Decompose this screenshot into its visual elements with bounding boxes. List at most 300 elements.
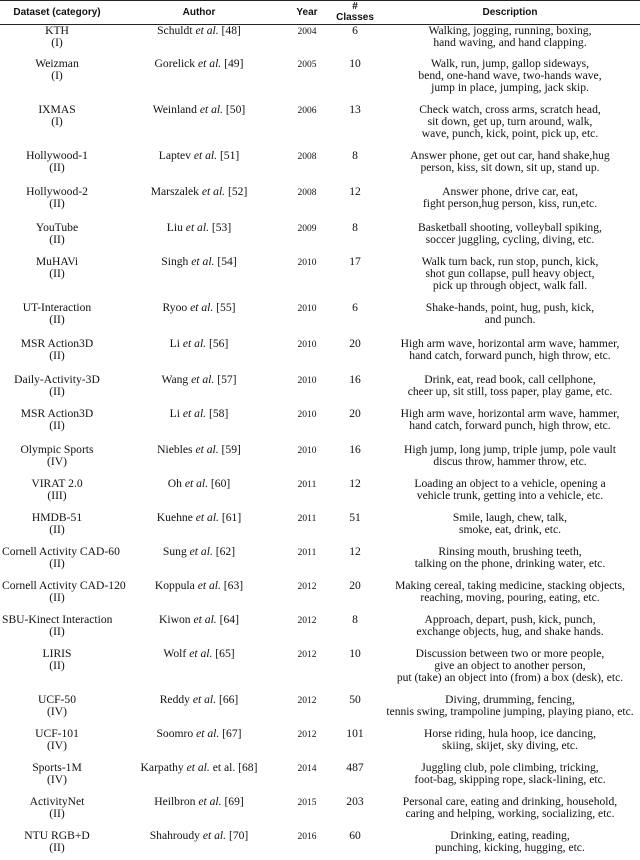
year-cell: 2010 (297, 409, 317, 420)
author-ref: [49] (224, 56, 244, 70)
description-line: Basketball shooting, volleyball spiking, (418, 220, 602, 234)
author-cell (114, 256, 284, 302)
table-row (0, 150, 640, 186)
author-cell (114, 830, 284, 860)
author-cell (114, 546, 284, 580)
dataset-cell (0, 374, 114, 408)
dataset-name: UCF-50 (37, 692, 76, 706)
description-line: wave, punch, kick, point, pick up, etc. (421, 126, 599, 140)
description-cell (380, 648, 640, 694)
dataset-cell (0, 302, 114, 338)
dataset-category: (II) (49, 806, 65, 820)
author-cell (114, 150, 284, 186)
author-name: Gorelick (154, 56, 196, 70)
author-name: Schuldt (157, 24, 193, 37)
description-line: Rinsing mouth, brushing teeth, (438, 544, 582, 558)
header-dataset: Dataset (category) (0, 1, 114, 25)
description-line: give an object to another person, (434, 658, 586, 672)
description-line: bend, one-hand wave, two-hands wave, (418, 68, 602, 82)
description-cell (380, 150, 640, 186)
et-al: et al. (189, 646, 213, 660)
dataset-category: (IV) (47, 704, 67, 718)
dataset-name: KTH (45, 24, 69, 37)
et-al: et al. (182, 336, 207, 350)
description-line: Diving, drumming, fencing, (445, 692, 575, 706)
classes-cell: 12 (349, 184, 361, 198)
author-name: Soomro (156, 726, 194, 740)
table-row (0, 104, 640, 150)
description-line: Smile, laugh, chew, talk, (452, 510, 568, 524)
author-name: Li (169, 406, 180, 420)
et-al: et al. (196, 726, 220, 740)
dataset-category: (II) (49, 232, 65, 246)
dataset-name: MuHAVi (35, 254, 79, 268)
dataset-category: (I) (51, 36, 63, 49)
author-name: Laptev (158, 148, 191, 162)
author-cell (114, 614, 284, 648)
author-cell (114, 408, 284, 444)
description-line: soccer juggling, cycling, diving, etc. (425, 232, 595, 246)
et-al: et al. (189, 544, 213, 558)
classes-cell: 16 (349, 372, 361, 386)
year-cell: 2008 (297, 187, 317, 198)
author-ref: [60] (210, 476, 231, 490)
description-line: exchange objects, hug, and shake hands. (416, 624, 604, 638)
et-al: et al. (190, 300, 214, 314)
table-row (0, 302, 640, 338)
description-line: Drink, eat, read book, call cellphone, (424, 372, 596, 386)
table-row (0, 512, 640, 546)
year-cell: 2010 (297, 339, 317, 350)
classes-cell: 20 (349, 336, 361, 350)
et-al: et al. (201, 184, 226, 198)
author-ref: [52] (227, 184, 248, 198)
dataset-category: (II) (49, 348, 65, 362)
et-al: et al. (186, 760, 210, 774)
description-cell (380, 830, 640, 860)
dataset-name: LIRIS (42, 646, 72, 660)
author-name: Kiwon (159, 612, 191, 626)
author-ref: [63] (223, 578, 244, 592)
dataset-name: IXMAS (38, 102, 76, 116)
year-cell: 2005 (297, 59, 317, 70)
author-ref: [70] (228, 828, 249, 842)
description-line: Making cereal, taking medicine, stacking objects, (395, 578, 625, 592)
description-cell (380, 186, 640, 222)
year-cell: 2011 (297, 479, 317, 490)
dataset-cell (0, 512, 114, 546)
description-cell (380, 694, 640, 728)
year-cell: 2006 (297, 105, 317, 116)
dataset-category: (II) (49, 384, 65, 398)
author-name: Heilbron (154, 794, 196, 808)
author-name: Singh (161, 254, 189, 268)
author-name: Weinland (152, 102, 197, 116)
dataset-name: Weizman (35, 56, 79, 70)
description-line: pick up through object, walk fall. (432, 278, 588, 292)
dataset-name: NTU RGB+D (24, 828, 90, 842)
year-cell: 2016 (297, 831, 317, 842)
description-cell (380, 444, 640, 478)
author-name: Koppula (154, 578, 195, 592)
classes-cell: 12 (349, 476, 361, 490)
dataset-category: (II) (49, 312, 65, 326)
author-ref: [56] (208, 336, 229, 350)
classes-cell: 60 (349, 828, 361, 842)
dataset-name: Cornell Activity CAD-60 (2, 544, 120, 558)
description-cell (380, 580, 640, 614)
year-cell: 2009 (297, 223, 317, 234)
dataset-name: Daily-Activity-3D (14, 372, 100, 386)
dataset-category: (II) (49, 658, 65, 672)
description-line: Walk turn back, run stop, punch, kick, (421, 254, 599, 268)
dataset-category: (IV) (47, 454, 67, 468)
et-al: et al. (202, 828, 227, 842)
year-cell: 2015 (297, 797, 317, 808)
dataset-category: (II) (49, 556, 65, 570)
dataset-cell (0, 762, 114, 796)
author-cell (114, 25, 284, 58)
year-cell: 2010 (297, 303, 317, 314)
description-line: Personal care, eating and drinking, household, (402, 794, 618, 808)
author-name: Ryoo (162, 300, 188, 314)
classes-cell: 6 (352, 300, 358, 314)
et-al: et al. (199, 102, 223, 116)
description-line: Walk, run, jump, gallop sideways, (430, 56, 590, 70)
description-line: foot-bag, skipping rope, slack-lining, etc. (414, 772, 606, 786)
author-ref: [59] (221, 442, 241, 456)
header-row (0, 1, 640, 25)
dataset-cell (0, 25, 114, 58)
description-line: cheer up, sit still, toss paper, play game, etc. (407, 384, 613, 398)
description-cell (380, 104, 640, 150)
year-cell: 2014 (297, 763, 317, 774)
description-cell (380, 478, 640, 512)
table-row (0, 58, 640, 104)
dataset-category: (II) (49, 624, 65, 638)
author-cell (114, 58, 284, 104)
author-ref: [61] (221, 510, 242, 524)
dataset-name: Olympic Sports (20, 442, 94, 456)
author-cell (114, 104, 284, 150)
description-line: hand waving, and hand clapping. (433, 36, 587, 49)
classes-cell: 487 (346, 760, 364, 774)
table-row (0, 444, 640, 478)
year-cell: 2012 (297, 695, 317, 706)
author-name: Oh (167, 476, 182, 490)
description-line: reaching, moving, pouring, eating, etc. (420, 590, 600, 604)
dataset-category: (II) (49, 266, 65, 280)
dataset-name: MSR Action3D (20, 336, 94, 350)
author-ref: [69] (224, 794, 244, 808)
author-ref: [54] (217, 254, 237, 268)
dataset-name: HMDB-51 (31, 510, 83, 524)
description-line: sit down, get up, turn around, walk, (427, 114, 593, 128)
dataset-cell (0, 830, 114, 860)
table-row (0, 694, 640, 728)
description-line: shot gun collapse, pull heavy object, (425, 266, 595, 280)
description-cell (380, 408, 640, 444)
dataset-name: UT-Interaction (22, 300, 92, 314)
dataset-name: YouTube (35, 220, 79, 234)
table-row (0, 728, 640, 762)
dataset-category: (II) (49, 590, 65, 604)
author-cell (114, 374, 284, 408)
author-cell (114, 580, 284, 614)
year-cell: 2012 (297, 615, 317, 626)
et-al: et al. (195, 442, 219, 456)
author-name: Li (169, 336, 180, 350)
description-line: tennis swing, trampoline jumping, playing piano, etc. (386, 704, 634, 718)
author-name: Reddy (159, 692, 190, 706)
et-al: et al. (195, 24, 219, 37)
table-row (0, 614, 640, 648)
author-ref: [65] (215, 646, 235, 660)
dataset-name: SBU-Kinect Interaction (2, 612, 113, 626)
author-cell (114, 762, 284, 796)
author-name: Karpathy (140, 760, 184, 774)
dataset-category: (I) (51, 68, 63, 82)
dataset-cell (0, 104, 114, 150)
author-cell (114, 478, 284, 512)
author-cell (114, 338, 284, 374)
table-row (0, 338, 640, 374)
dataset-category: (I) (51, 114, 63, 128)
dataset-category: (II) (49, 160, 65, 174)
table-row (0, 478, 640, 512)
table-row (0, 408, 640, 444)
author-ref: [58] (208, 406, 229, 420)
author-cell (114, 222, 284, 256)
description-line: Shake-hands, point, hug, push, kick, (425, 300, 595, 314)
et-al: et al. (198, 56, 222, 70)
author-ref: [64] (219, 612, 239, 626)
description-cell (380, 796, 640, 830)
classes-cell: 20 (349, 406, 361, 420)
author-ref: [50] (225, 102, 246, 116)
description-line: High arm wave, horizontal arm wave, hammer, (400, 406, 620, 420)
description-line: fight person,hug person, kiss, run,etc. (422, 196, 598, 210)
description-line: Answer phone, get out car, hand shake,hug (410, 148, 610, 162)
et-al: et al. (191, 372, 215, 386)
description-line: High arm wave, horizontal arm wave, hammer, (400, 336, 620, 350)
dataset-category: (II) (49, 196, 65, 210)
year-cell: 2008 (297, 151, 317, 162)
author-name: Marszalek (150, 184, 199, 198)
dataset-cell (0, 694, 114, 728)
description-cell (380, 338, 640, 374)
author-ref: [53] (211, 220, 232, 234)
description-cell (380, 256, 640, 302)
classes-cell: 50 (349, 692, 361, 706)
classes-cell: 13 (349, 102, 361, 116)
table-row (0, 796, 640, 830)
dataset-cell (0, 256, 114, 302)
description-line: discus throw, hammer throw, etc. (433, 454, 587, 468)
description-cell (380, 614, 640, 648)
description-cell (380, 302, 640, 338)
dataset-cell (0, 408, 114, 444)
et-al: et al. (198, 794, 222, 808)
year-cell: 2012 (297, 581, 317, 592)
author-name: Wang (161, 372, 189, 386)
dataset-cell (0, 444, 114, 478)
et-al: et al. (184, 476, 209, 490)
dataset-cell (0, 186, 114, 222)
year-cell: 2011 (297, 547, 317, 558)
dataset-cell (0, 338, 114, 374)
et-al: et al. (192, 692, 217, 706)
description-line: Horse riding, hula hoop, ice dancing, (424, 726, 596, 740)
classes-cell: 17 (349, 254, 361, 268)
author-ref: et al. [68] (212, 760, 258, 774)
classes-cell: 20 (349, 578, 361, 592)
author-cell (114, 186, 284, 222)
dataset-name: VIRAT 2.0 (31, 476, 83, 490)
dataset-cell (0, 544, 120, 580)
description-cell (380, 58, 640, 104)
description-line: Drinking, eating, reading, (450, 828, 570, 842)
description-line: Discussion between two or more people, (415, 646, 605, 660)
description-cell (380, 728, 640, 762)
year-cell: 2012 (297, 729, 317, 740)
dataset-name: Cornell Activity CAD-120 (2, 578, 126, 592)
description-line: High jump, long jump, triple jump, pole vault (404, 442, 616, 456)
author-ref: [67] (222, 726, 242, 740)
dataset-category: (IV) (47, 772, 67, 786)
description-line: Walking, jogging, running, boxing, (428, 24, 592, 37)
dataset-cell (0, 58, 114, 104)
author-ref: [66] (218, 692, 239, 706)
description-line: talking on the phone, drinking water, etc. (414, 556, 606, 570)
et-al: et al. (193, 148, 218, 162)
description-cell (380, 512, 640, 546)
dataset-cell (0, 578, 126, 614)
dataset-cell (0, 796, 114, 830)
author-cell (114, 694, 284, 728)
dataset-name: ActivityNet (29, 794, 85, 808)
author-ref: [51] (219, 148, 240, 162)
year-cell: 2010 (297, 257, 317, 268)
table-row (0, 546, 640, 580)
year-cell: 2010 (297, 445, 317, 456)
description-line: person, kiss, sit down, sit up, stand up. (420, 160, 600, 174)
table-row (0, 648, 640, 694)
et-al: et al. (191, 254, 215, 268)
dataset-name: Hollywood-2 (26, 184, 88, 198)
classes-cell: 10 (349, 56, 361, 70)
author-name: Liu (166, 220, 183, 234)
description-line: hand catch, forward punch, high throw, etc. (409, 418, 611, 432)
et-al: et al. (197, 578, 221, 592)
classes-cell: 203 (346, 794, 364, 808)
author-ref: [55] (216, 300, 236, 314)
author-ref: [48] (221, 24, 241, 37)
table-body (0, 25, 640, 860)
author-name: Shahroudy (149, 828, 200, 842)
description-line: Juggling club, pole climbing, tricking, (421, 760, 599, 774)
description-line: caring and helping, working, socializing, etc. (405, 806, 615, 820)
author-ref: [62] (215, 544, 236, 558)
et-al: et al. (185, 220, 209, 234)
dataset-name: UCF-101 (35, 726, 79, 740)
author-cell (114, 648, 284, 694)
classes-cell: 8 (352, 220, 358, 234)
dataset-name: Sports-1M (32, 760, 82, 774)
table-row (0, 762, 640, 796)
author-cell (114, 444, 284, 478)
table-row (0, 186, 640, 222)
author-name: Wolf (163, 646, 187, 660)
dataset-category: (II) (49, 418, 65, 432)
classes-cell: 6 (352, 24, 358, 37)
header-description: Description (380, 1, 640, 25)
author-name: Kuehne (156, 510, 193, 524)
et-al: et al. (182, 406, 207, 420)
table-row (0, 256, 640, 302)
description-line: skiing, skijet, sky diving, etc. (442, 738, 578, 752)
description-cell (380, 222, 640, 256)
year-cell: 2012 (297, 649, 317, 660)
description-line: hand catch, forward punch, high throw, etc. (409, 348, 611, 362)
description-cell (380, 546, 640, 580)
description-line: Loading an object to a vehicle, opening a (414, 476, 606, 490)
dataset-name: Hollywood-1 (26, 148, 88, 162)
header-author: Author (114, 1, 284, 25)
dataset-cell (0, 614, 114, 648)
year-cell: 2011 (297, 513, 317, 524)
description-line: smoke, eat, drink, etc. (458, 522, 562, 536)
author-cell (114, 512, 284, 546)
dataset-cell (0, 150, 114, 186)
classes-cell: 51 (349, 510, 361, 524)
year-cell: 2010 (297, 375, 317, 386)
classes-cell: 8 (352, 148, 358, 162)
dataset-name: MSR Action3D (20, 406, 94, 420)
description-line: put (take) an object into (from) a box (desk), etc. (396, 670, 624, 684)
dataset-cell (0, 222, 114, 256)
header-classes: # Classes (330, 1, 380, 25)
et-al: et al. (195, 510, 219, 524)
classes-cell: 8 (352, 612, 358, 626)
description-line: Check watch, cross arms, scratch head, (419, 102, 601, 116)
description-cell (380, 25, 640, 58)
description-line: punching, kicking, hugging, etc. (435, 840, 585, 854)
et-al: et al. (193, 612, 217, 626)
dataset-category: (II) (49, 840, 65, 854)
author-cell (114, 796, 284, 830)
dataset-cell (0, 478, 114, 512)
description-line: and punch. (484, 312, 536, 326)
author-name: Sung (162, 544, 187, 558)
description-cell (380, 374, 640, 408)
description-line: jump in place, jumping, jack skip. (431, 80, 589, 94)
classes-cell: 12 (349, 544, 361, 558)
table-row (0, 580, 640, 614)
author-cell (114, 302, 284, 338)
dataset-cell (0, 648, 114, 694)
classes-cell: 101 (346, 726, 364, 740)
table-row (0, 222, 640, 256)
author-name: Niebles (157, 442, 193, 456)
author-cell (114, 728, 284, 762)
description-line: vehicle trunk, getting into a vehicle, etc. (416, 488, 604, 502)
dataset-category: (II) (49, 522, 65, 536)
author-ref: [57] (217, 372, 237, 386)
year-cell: 2004 (297, 27, 317, 37)
dataset-category: (IV) (47, 738, 67, 752)
description-line: Approach, depart, push, kick, punch, (424, 612, 596, 626)
